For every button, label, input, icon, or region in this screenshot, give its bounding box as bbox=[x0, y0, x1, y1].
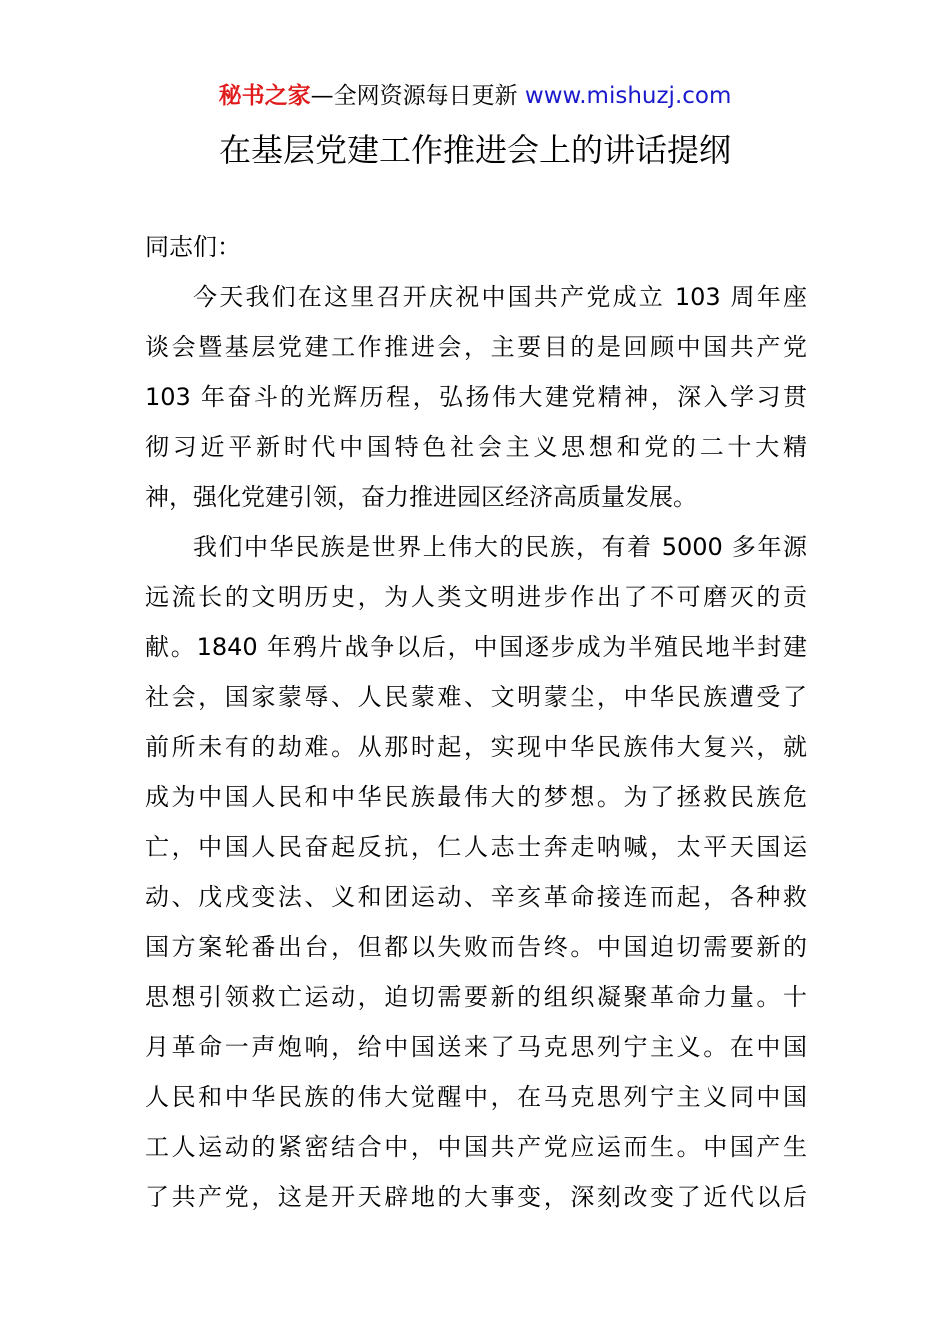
paragraph-line: 工人运动的紧密结合中，中国共产党应运而生。中国产生 bbox=[145, 1133, 807, 1161]
paragraph-line: 成为中国人民和中华民族最伟大的梦想。为了拯救民族危 bbox=[145, 783, 807, 811]
paragraph-line: 彻习近平新时代中国特色社会主义思想和党的二十大精 bbox=[145, 433, 807, 461]
paragraph-2 bbox=[145, 522, 807, 1222]
paragraph-line: 了共产党，这是开天辟地的大事变，深刻改变了近代以后 bbox=[145, 1183, 807, 1211]
paragraph-line: 谈会暨基层党建工作推进会，主要目的是回顾中国共产党 bbox=[145, 333, 807, 361]
paragraph-line: 献。1840 年鸦片战争以后，中国逐步成为半殖民地半封建 bbox=[145, 633, 807, 661]
paragraph-line: 人民和中华民族的伟大觉醒中，在马克思列宁主义同中国 bbox=[145, 1083, 807, 1111]
paragraph-line: 思想引领救亡运动，迫切需要新的组织凝聚革命力量。十 bbox=[145, 983, 807, 1011]
banner-brand: 秘书之家 bbox=[218, 83, 311, 109]
salutation: 同志们： bbox=[145, 233, 241, 261]
banner-url[interactable]: www.mishuzj.com bbox=[524, 83, 732, 109]
paragraph-line: 社会，国家蒙辱、人民蒙难、文明蒙尘，中华民族遭受了 bbox=[145, 683, 807, 711]
paragraph-line: 亡，中国人民奋起反抗，仁人志士奔走呐喊，太平天国运 bbox=[145, 833, 807, 861]
paragraph-line: 今天我们在这里召开庆祝中国共产党成立 103 周年座 bbox=[193, 283, 807, 311]
paragraph-line: 远流长的文明历史，为人类文明进步作出了不可磨灭的贡 bbox=[145, 583, 807, 611]
paragraph-line: 103 年奋斗的光辉历程，弘扬伟大建党精神，深入学习贯 bbox=[145, 383, 807, 411]
document-title: 在基层党建工作推进会上的讲话提纲 bbox=[218, 131, 731, 169]
document-body bbox=[145, 222, 807, 1222]
paragraph-line: 我们中华民族是世界上伟大的民族，有着 5000 多年源 bbox=[193, 533, 807, 561]
site-banner bbox=[0, 80, 950, 112]
paragraph-line: 前所未有的劫难。从那时起，实现中华民族伟大复兴，就 bbox=[145, 733, 807, 761]
paragraph-line: 神，强化党建引领，奋力推进园区经济高质量发展。 bbox=[145, 483, 697, 511]
paragraph-1 bbox=[145, 272, 807, 522]
paragraph-line: 国方案轮番出台，但都以失败而告终。中国迫切需要新的 bbox=[145, 933, 807, 961]
paragraph-line: 月革命一声炮响，给中国送来了马克思列宁主义。在中国 bbox=[145, 1033, 807, 1061]
paragraph-line: 动、戊戌变法、义和团运动、辛亥革命接连而起，各种救 bbox=[145, 883, 807, 911]
banner-tagline: —全网资源每日更新 bbox=[310, 83, 525, 109]
